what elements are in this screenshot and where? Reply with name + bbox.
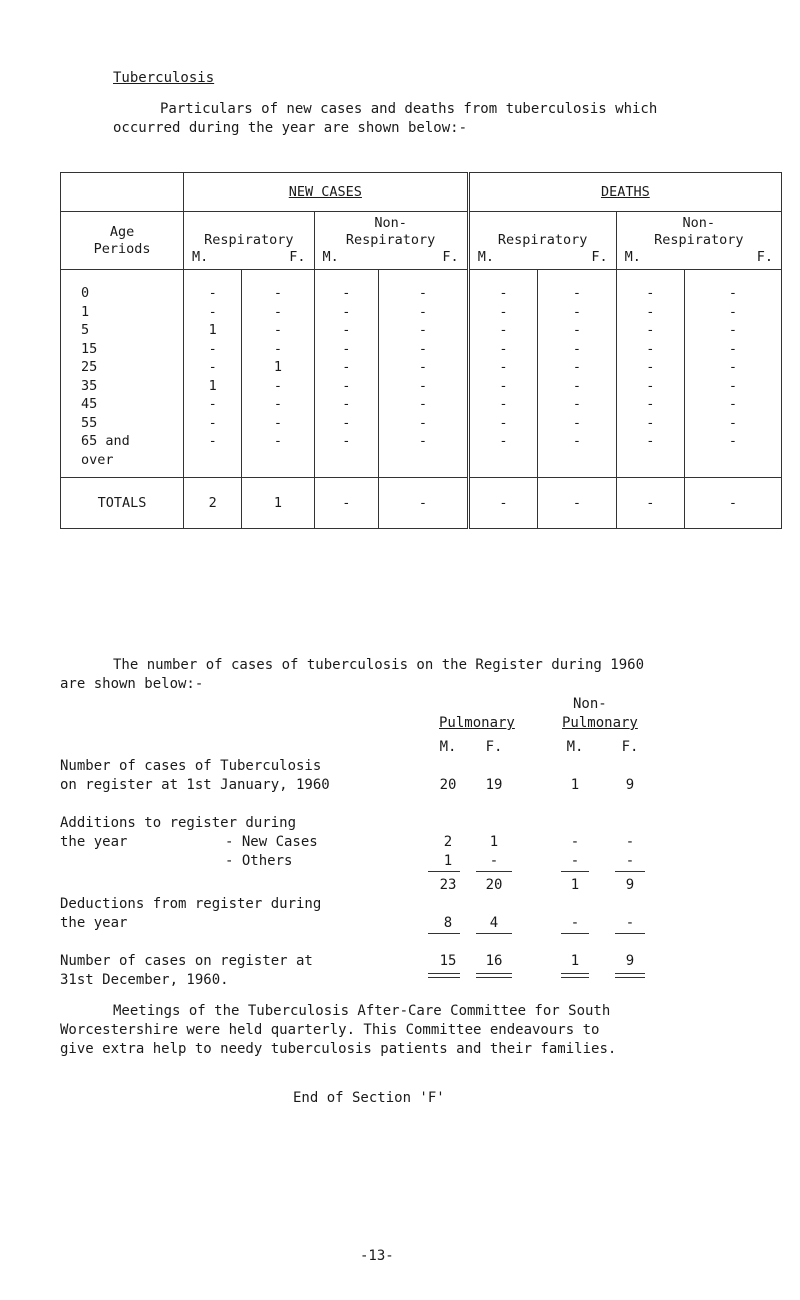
nc-resp-m-column xyxy=(184,270,242,478)
table-cell: - xyxy=(208,433,217,449)
para2-line-2: are shown below:- xyxy=(60,676,204,692)
table-cell: - xyxy=(273,285,283,301)
table-cell: - xyxy=(273,303,283,320)
double-rule xyxy=(476,973,512,978)
table-cell xyxy=(470,451,538,470)
para2-line-1: The number of cases of tuberculosis on the Register during 1960 xyxy=(113,657,645,673)
nc-resp-header: Respiratory M. F. xyxy=(184,212,314,270)
r2-nm: - xyxy=(570,834,580,850)
row3-label: - Others xyxy=(225,853,293,869)
s1-nf: 9 xyxy=(625,877,635,893)
age-column xyxy=(61,270,184,478)
table-cell: - xyxy=(342,340,351,357)
rule xyxy=(615,933,645,934)
table-cell: - xyxy=(418,433,427,449)
table-cell: - xyxy=(499,433,508,449)
table-cell: 1 xyxy=(273,359,283,375)
s1-pf: 20 xyxy=(485,877,503,893)
table-cell: - xyxy=(499,414,508,431)
age-cell: 1 xyxy=(81,303,90,320)
r1-pf: 19 xyxy=(485,777,503,793)
age-cell: 5 xyxy=(81,322,90,338)
table-cell: - xyxy=(418,322,427,338)
rule xyxy=(561,871,589,872)
table-cell: - xyxy=(499,303,508,320)
table-cell: - xyxy=(728,340,738,357)
age-cell: 0 xyxy=(81,285,90,301)
rule xyxy=(476,933,512,934)
total-cell: - xyxy=(616,478,684,529)
para3-line-2: Worcestershire were held quarterly. This Committee endeavours to xyxy=(60,1022,600,1038)
table-cell: - xyxy=(728,396,738,412)
table-cell: - xyxy=(499,359,508,375)
double-rule xyxy=(561,973,589,978)
table-cell: 1 xyxy=(208,322,217,338)
table-cell: 1 xyxy=(208,377,217,394)
para3-line-1: Meetings of the Tuberculosis After-Care Committee for South xyxy=(113,1003,611,1019)
table-cell: - xyxy=(646,377,655,394)
age-cell: 55 xyxy=(81,414,98,431)
r4-nf: - xyxy=(625,915,635,931)
d-nonresp-m-column xyxy=(616,270,684,478)
rule xyxy=(428,871,460,872)
table-cell: - xyxy=(646,396,655,412)
table-cell: - xyxy=(572,396,581,412)
r5-nm: 1 xyxy=(570,953,580,969)
table-cell: - xyxy=(342,396,351,412)
row2-label-c: - New Cases xyxy=(225,834,318,850)
table-cell: - xyxy=(572,359,581,375)
total-cell: - xyxy=(468,478,538,529)
r3-pf: - xyxy=(489,853,499,869)
age-cell: over xyxy=(81,451,114,468)
totals-label: TOTALS xyxy=(61,478,184,529)
table-cell: - xyxy=(499,377,508,394)
table-cell: - xyxy=(208,414,217,431)
table-cell: - xyxy=(342,322,351,338)
total-cell: 1 xyxy=(242,478,314,529)
table-cell: - xyxy=(342,359,351,375)
row1-label-b: on register at 1st January, 1960 xyxy=(60,777,330,793)
rule xyxy=(561,933,589,934)
table-cell: - xyxy=(728,377,738,394)
r5-pf: 16 xyxy=(485,953,503,969)
rule xyxy=(615,871,645,872)
table-cell: - xyxy=(342,303,351,320)
row4-label-b: the year xyxy=(60,915,128,931)
table-cell xyxy=(379,451,467,470)
table-cell: - xyxy=(728,285,738,301)
age-header: Age Periods xyxy=(61,212,184,270)
r5-nf: 9 xyxy=(625,953,635,969)
table-cell xyxy=(538,451,615,470)
table-cell: - xyxy=(273,377,283,394)
table-cell: - xyxy=(572,285,581,301)
table-cell: - xyxy=(273,433,283,449)
table-cell: - xyxy=(208,359,217,375)
r3-nm: - xyxy=(570,853,580,869)
table-cell: - xyxy=(646,433,655,449)
table-cell: - xyxy=(646,414,655,431)
end-of-section: End of Section 'F' xyxy=(293,1090,445,1106)
row2-label-b: the year xyxy=(60,834,128,850)
r3-nf: - xyxy=(625,853,635,869)
r2-pf: 1 xyxy=(489,834,499,850)
pulm-f-header: F. xyxy=(485,739,503,755)
table-cell: - xyxy=(499,340,508,357)
total-cell: - xyxy=(684,478,781,529)
total-cell: - xyxy=(538,478,616,529)
d-nonresp-f-column xyxy=(684,270,781,478)
row4-label-a: Deductions from register during xyxy=(60,896,322,912)
table-cell: - xyxy=(646,340,655,357)
table-cell: - xyxy=(499,285,508,301)
table-cell: - xyxy=(646,322,655,338)
r2-nf: - xyxy=(625,834,635,850)
nc-nonresp-f-column xyxy=(379,270,469,478)
table-cell: - xyxy=(418,285,427,301)
table-cell: - xyxy=(418,396,427,412)
table-cell: - xyxy=(572,377,581,394)
table-cell: - xyxy=(273,340,283,357)
table-cell: - xyxy=(572,322,581,338)
table-cell xyxy=(617,451,684,470)
intro-line-1: Particulars of new cases and deaths from tuberculosis which xyxy=(160,101,658,117)
table-cell: - xyxy=(572,340,581,357)
table-cell xyxy=(184,451,241,470)
table-cell: - xyxy=(418,359,427,375)
table-cell: - xyxy=(273,322,283,338)
row2-label-a: Additions to register during xyxy=(60,815,297,831)
nc-nonresp-m-column xyxy=(314,270,379,478)
table-cell: - xyxy=(418,303,427,320)
total-cell: - xyxy=(379,478,469,529)
row5-label-b: 31st December, 1960. xyxy=(60,972,229,988)
table-cell: - xyxy=(208,396,217,412)
table-cell: - xyxy=(208,303,217,320)
table-cell: - xyxy=(342,433,351,449)
page-title: Tuberculosis xyxy=(113,70,215,86)
table-cell: - xyxy=(273,414,283,431)
age-cell: 15 xyxy=(81,340,98,357)
age-cell: 65 and xyxy=(81,433,130,449)
new-cases-header: NEW CASES xyxy=(184,173,469,212)
r4-pf: 4 xyxy=(489,915,499,931)
table-cell xyxy=(685,451,781,470)
pulmonary-header: Pulmonary xyxy=(439,715,515,731)
r1-pm: 20 xyxy=(439,777,457,793)
r4-nm: - xyxy=(570,915,580,931)
non-pulmonary-header-1: Non- xyxy=(573,696,607,712)
table-cell: - xyxy=(499,396,508,412)
nc-resp-f-column xyxy=(242,270,314,478)
total-cell: 2 xyxy=(184,478,242,529)
table-cell: - xyxy=(418,340,427,357)
table-cell: - xyxy=(646,285,655,301)
table-cell: - xyxy=(208,340,217,357)
double-rule xyxy=(615,973,645,978)
npulm-f-header: F. xyxy=(621,739,639,755)
row1-label-a: Number of cases of Tuberculosis xyxy=(60,758,322,774)
r1-nf: 9 xyxy=(625,777,635,793)
table-cell: - xyxy=(646,359,655,375)
pulm-m-header: M. xyxy=(439,739,457,755)
age-cell: 25 xyxy=(81,359,98,375)
table-cell xyxy=(242,451,313,470)
table-cell: - xyxy=(572,303,581,320)
row5-label-a: Number of cases on register at xyxy=(60,953,313,969)
s1-nm: 1 xyxy=(570,877,580,893)
double-rule xyxy=(428,973,460,978)
cases-deaths-table xyxy=(60,172,782,529)
table-cell: - xyxy=(728,359,738,375)
para3-line-3: give extra help to needy tuberculosis patients and their families. xyxy=(60,1041,617,1057)
s1-pm: 23 xyxy=(439,877,457,893)
d-nonresp-header: Non- Respiratory M. F. xyxy=(616,212,781,270)
npulm-m-header: M. xyxy=(566,739,584,755)
table-cell: - xyxy=(342,414,351,431)
non-pulmonary-header-2: Pulmonary xyxy=(562,715,638,731)
deaths-header: DEATHS xyxy=(468,173,781,212)
r4-pm: 8 xyxy=(443,915,453,931)
table-cell: - xyxy=(728,303,738,320)
d-resp-m-column xyxy=(468,270,538,478)
table-cell: - xyxy=(342,377,351,394)
rule xyxy=(476,871,512,872)
r3-pm: 1 xyxy=(443,853,453,869)
corner-cell xyxy=(61,173,184,212)
intro-line-2: occurred during the year are shown below:- xyxy=(113,120,468,136)
age-cell: 45 xyxy=(81,396,98,412)
r5-pm: 15 xyxy=(439,953,457,969)
rule xyxy=(428,933,460,934)
nc-nonresp-header: Non- Respiratory M. F. xyxy=(314,212,468,270)
table-cell: - xyxy=(728,433,738,449)
table-cell: - xyxy=(572,433,581,449)
table-cell: - xyxy=(418,414,427,431)
table-cell: - xyxy=(273,396,283,412)
r2-pm: 2 xyxy=(443,834,453,850)
table-cell: - xyxy=(728,322,738,338)
table-cell: - xyxy=(418,377,427,394)
table-cell: - xyxy=(572,414,581,431)
d-resp-f-column xyxy=(538,270,616,478)
table-cell: - xyxy=(499,322,508,338)
page-number: -13- xyxy=(360,1248,394,1264)
table-cell: - xyxy=(208,285,217,301)
age-cell: 35 xyxy=(81,377,98,394)
d-resp-header: Respiratory M. F. xyxy=(468,212,616,270)
r1-nm: 1 xyxy=(570,777,580,793)
table-cell: - xyxy=(646,303,655,320)
table-cell: - xyxy=(342,285,351,301)
table-cell: - xyxy=(728,414,738,431)
total-cell: - xyxy=(314,478,379,529)
table-cell xyxy=(315,451,379,470)
